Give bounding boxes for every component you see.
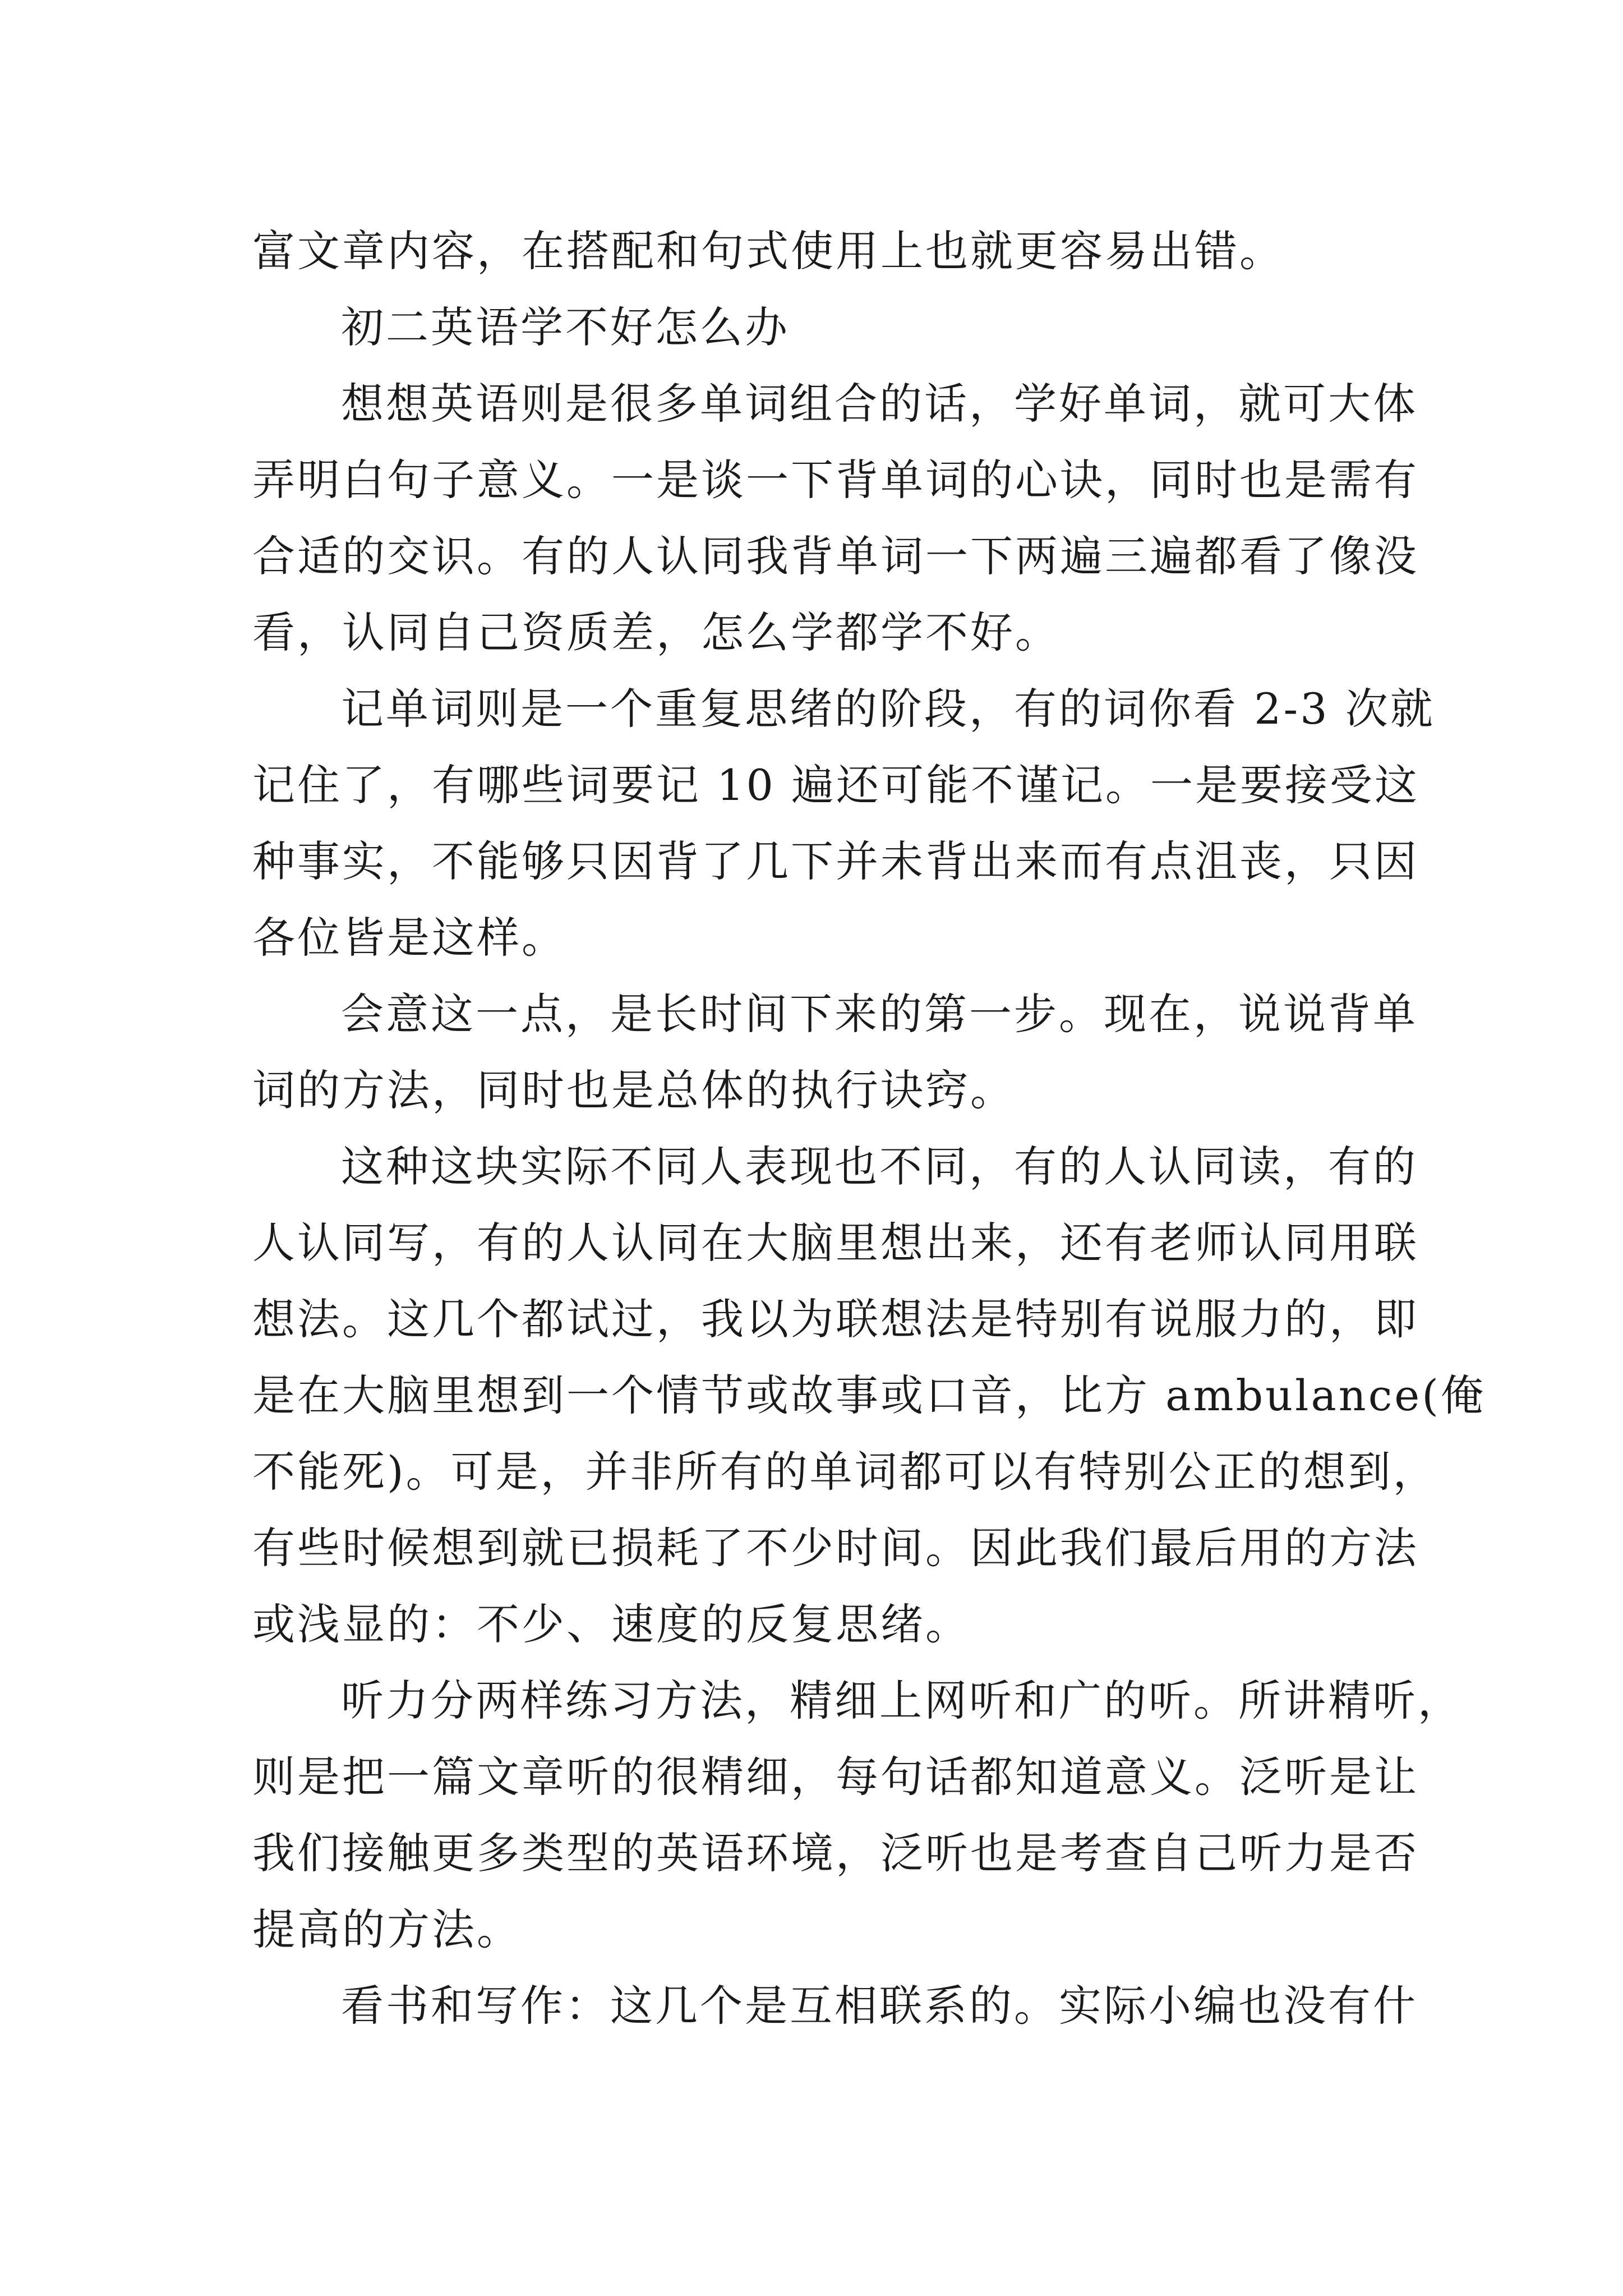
- text-line: 记住了，有哪些词要记 10 遍还可能不谨记。一是要接受这: [252, 760, 1420, 810]
- text-line: 想想英语则是很多单词组合的话，学好单词，就可大体: [341, 379, 1418, 429]
- text-line: 富文章内容，在搭配和句式使用上也就更容易出错。: [252, 226, 1284, 276]
- text-line: 或浅显的：不少、速度的反复思绪。: [252, 1599, 970, 1649]
- text-line: 有些时候想到就已损耗了不少时间。因此我们最后用的方法: [252, 1523, 1419, 1573]
- text-line: 记单词则是一个重复思绪的阶段，有的词你看 2-3 次就: [341, 684, 1435, 734]
- text-line: 词的方法，同时也是总体的执行诀窍。: [252, 1065, 1015, 1115]
- text-line: 提高的方法。: [252, 1904, 522, 1954]
- text-line: 看书和写作：这几个是互相联系的。实际小编也没有什: [341, 1981, 1418, 2031]
- text-line: 人认同写，有的人认同在大脑里想出来，还有老师认同用联: [252, 1218, 1419, 1268]
- text-line: 看，认同自己资质差，怎么学都学不好。: [252, 608, 1060, 657]
- text-line: 则是把一篇文章听的很精细，每句话都知道意义。泛听是让: [252, 1752, 1419, 1802]
- text-line: 是在大脑里想到一个情节或故事或口音，比方 ambulance(俺: [252, 1370, 1486, 1420]
- text-line: 弄明白句子意义。一是谈一下背单词的心诀，同时也是需有: [252, 455, 1419, 505]
- text-line: 会意这一点，是长时间下来的第一步。现在，说说背单: [341, 989, 1418, 1039]
- text-line: 想法。这几个都试过，我以为联想法是特别有说服力的，即: [252, 1294, 1419, 1344]
- text-line: 我们接触更多类型的英语环境，泛听也是考查自己听力是否: [252, 1828, 1419, 1878]
- text-line: 这种这块实际不同人表现也不同，有的人认同读，有的: [341, 1142, 1418, 1191]
- text-line: 种事实，不能够只因背了几下并未背出来而有点沮丧，只因: [252, 836, 1419, 886]
- text-line: 不能死)。可是，并非所有的单词都可以有特别公正的想到，: [252, 1447, 1438, 1497]
- text-line: 听力分两样练习方法，精细上网听和广的听。所讲精听，: [341, 1676, 1463, 1726]
- section-heading: 初二英语学不好怎么办: [341, 302, 790, 352]
- text-line: 合适的交识。有的人认同我背单词一下两遍三遍都看了像没: [252, 531, 1419, 581]
- document-body: [252, 213, 1486, 2044]
- text-line: 各位皆是这样。: [252, 913, 566, 963]
